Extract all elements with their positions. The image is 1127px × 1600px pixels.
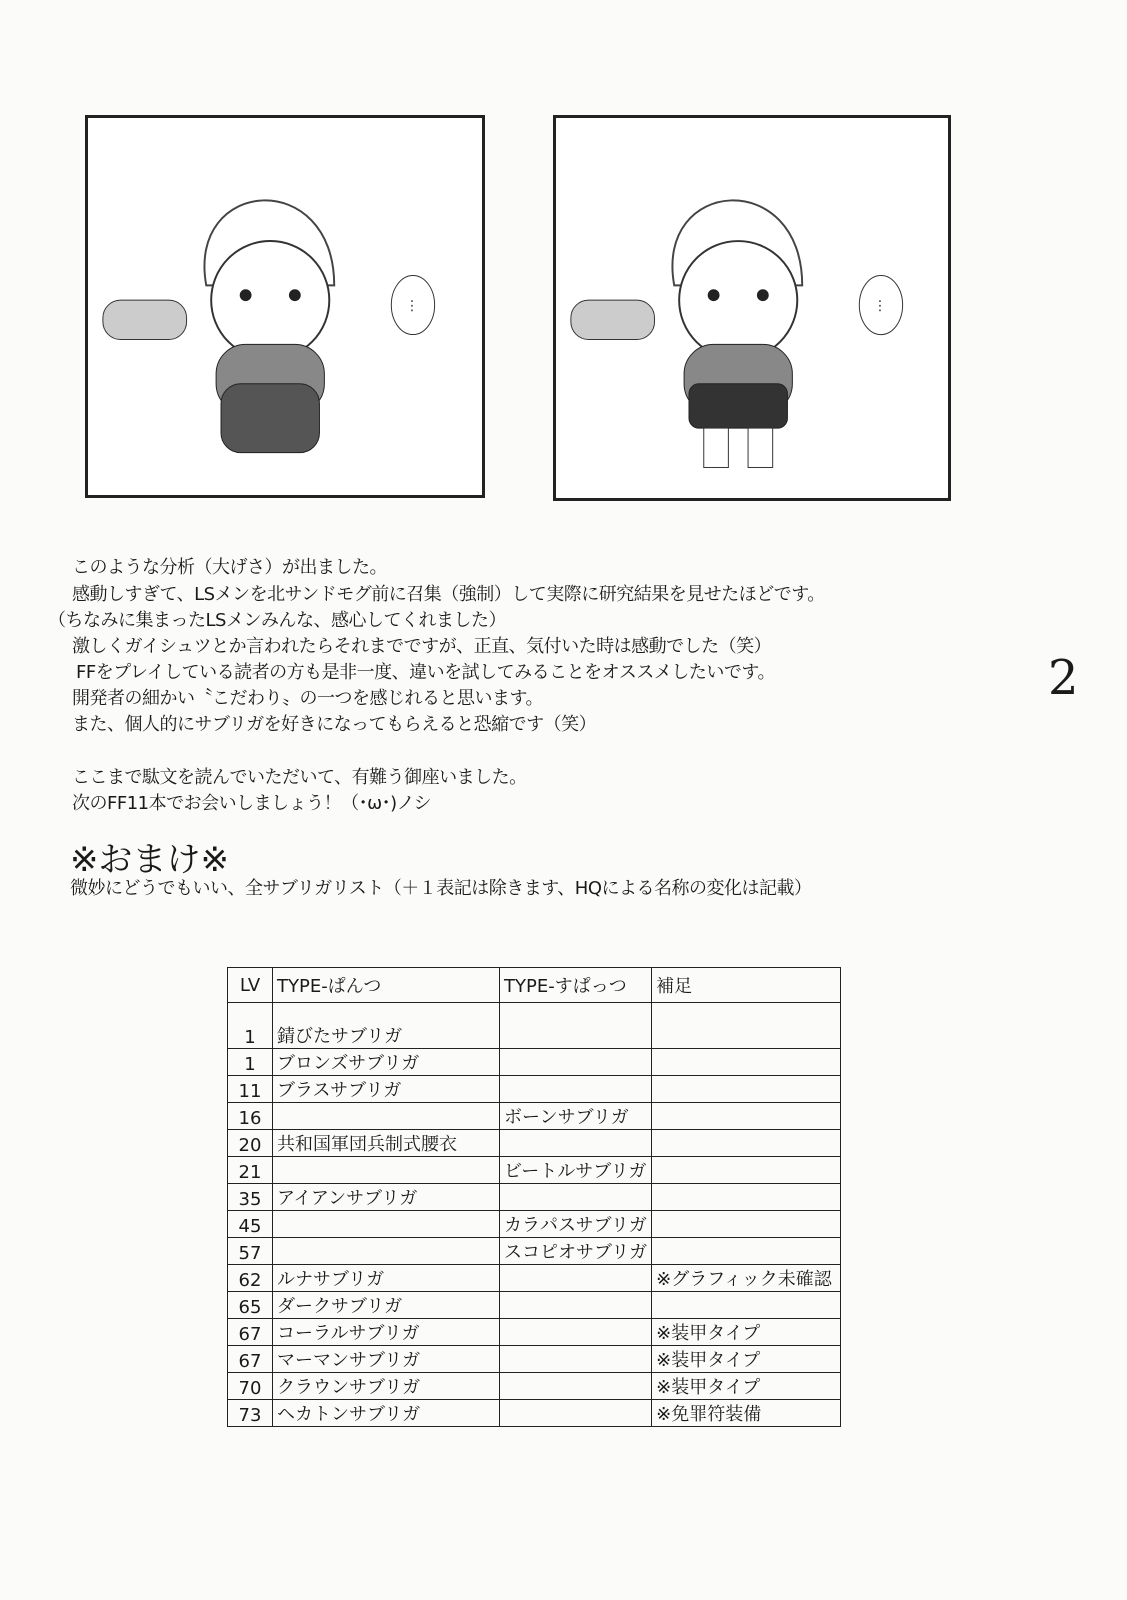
cell-notes [652, 1292, 841, 1319]
cell-lv: 73 [228, 1400, 273, 1427]
cell-lv: 11 [228, 1076, 273, 1103]
cell-notes: ※装甲タイプ [652, 1373, 841, 1400]
cell-type-spats [500, 1319, 652, 1346]
cell-notes [652, 1130, 841, 1157]
header-notes: 補足 [652, 968, 841, 1003]
cell-type-pants [273, 1103, 500, 1130]
svg-text:⋮: ⋮ [873, 297, 887, 314]
cell-lv: 45 [228, 1211, 273, 1238]
character-sketch-pants [88, 118, 482, 495]
cell-notes [652, 1211, 841, 1238]
cell-type-pants: クラウンサブリガ [273, 1373, 500, 1400]
table-row [228, 1292, 841, 1319]
cell-type-spats [500, 1184, 652, 1211]
illustration-panel-left [85, 115, 485, 498]
cell-lv: 16 [228, 1103, 273, 1130]
table-row [228, 1346, 841, 1373]
body-text-line: ここまで駄文を読んでいただいて、有難う御座いました。 [72, 767, 527, 788]
cell-type-pants: ブロンズサブリガ [273, 1049, 500, 1076]
cell-type-pants [273, 1238, 500, 1265]
body-text-line: このような分析（大げさ）が出ました。 [72, 557, 387, 578]
cell-lv: 1 [228, 1003, 273, 1049]
omake-heading: ※おまけ※ [70, 840, 229, 880]
cell-notes: ※装甲タイプ [652, 1319, 841, 1346]
table-row [228, 1003, 841, 1049]
cell-notes [652, 1157, 841, 1184]
cell-type-spats [500, 1373, 652, 1400]
header-type-spats: TYPE-すぱっつ [500, 968, 652, 1003]
body-text-line: 感動しすぎて、LSメンを北サンドモグ前に召集（強制）して実際に研究結果を見せたほどです。 [72, 584, 825, 605]
cell-notes: ※装甲タイプ [652, 1346, 841, 1373]
table-row [228, 1211, 841, 1238]
table-row [228, 1238, 841, 1265]
body-text-line: （ちなみに集まったLSメンみんな、感心してくれました） [48, 610, 506, 631]
body-text-line: 開発者の細かい〝こだわり〟の一つを感じれると思います。 [72, 688, 544, 709]
character-sketch-spats [556, 118, 948, 498]
cell-type-spats [500, 1076, 652, 1103]
cell-type-spats [500, 1400, 652, 1427]
cell-type-spats [500, 1265, 652, 1292]
header-type-pants: TYPE-ぱんつ [273, 968, 500, 1003]
svg-text:⋮: ⋮ [405, 297, 419, 314]
subligar-list-table [227, 967, 841, 1427]
cell-type-pants: ダークサブリガ [273, 1292, 500, 1319]
body-text-line: また、個人的にサブリガを好きになってもらえると恐縮です（笑） [72, 714, 597, 735]
cell-lv: 1 [228, 1049, 273, 1076]
cell-type-spats: ビートルサブリガ [500, 1157, 652, 1184]
cell-type-pants [273, 1157, 500, 1184]
cell-lv: 67 [228, 1346, 273, 1373]
table-row [228, 1400, 841, 1427]
cell-type-spats [500, 1346, 652, 1373]
table-row [228, 1130, 841, 1157]
cell-type-spats [500, 1292, 652, 1319]
cell-lv: 67 [228, 1319, 273, 1346]
cell-notes [652, 1049, 841, 1076]
cell-lv: 65 [228, 1292, 273, 1319]
cell-type-pants: 錆びたサブリガ [273, 1003, 500, 1049]
cell-type-spats [500, 1049, 652, 1076]
body-text-line: FFをプレイしている読者の方も是非一度、違いを試してみることをオススメしたいです。 [76, 662, 775, 683]
cell-type-pants: 共和国軍団兵制式腰衣 [273, 1130, 500, 1157]
table-row [228, 1049, 841, 1076]
cell-notes [652, 1238, 841, 1265]
body-text-line: 次のFF11本でお会いしましょう！（･ω･)ノシ [72, 793, 431, 814]
table-row [228, 1076, 841, 1103]
cell-type-spats [500, 1003, 652, 1049]
cell-type-pants: ヘカトンサブリガ [273, 1400, 500, 1427]
table-row [228, 1265, 841, 1292]
cell-notes [652, 1076, 841, 1103]
cell-type-pants: ルナサブリガ [273, 1265, 500, 1292]
cell-type-spats: カラパスサブリガ [500, 1211, 652, 1238]
cell-notes [652, 1184, 841, 1211]
page-number: 2 [1048, 650, 1079, 706]
cell-lv: 70 [228, 1373, 273, 1400]
table-row [228, 1184, 841, 1211]
table-row [228, 1319, 841, 1346]
cell-type-pants: コーラルサブリガ [273, 1319, 500, 1346]
cell-type-pants: アイアンサブリガ [273, 1184, 500, 1211]
body-text-line: 激しくガイシュツとか言われたらそれまでですが、正直、気付いた時は感動でした（笑） [72, 636, 772, 657]
cell-lv: 20 [228, 1130, 273, 1157]
table-row [228, 1157, 841, 1184]
omake-subtitle: 微妙にどうでもいい、全サブリガリスト（＋１表記は除きます、HQによる名称の変化は記載） [70, 878, 812, 899]
cell-type-spats: スコピオサブリガ [500, 1238, 652, 1265]
cell-type-pants: マーマンサブリガ [273, 1346, 500, 1373]
header-lv: LV [228, 968, 273, 1003]
table-row [228, 1103, 841, 1130]
cell-type-spats [500, 1130, 652, 1157]
table-header-row [228, 968, 841, 1003]
cell-notes: ※グラフィック未確認 [652, 1265, 841, 1292]
cell-notes [652, 1003, 841, 1049]
cell-type-pants [273, 1211, 500, 1238]
cell-lv: 21 [228, 1157, 273, 1184]
cell-lv: 62 [228, 1265, 273, 1292]
cell-notes: ※免罪符装備 [652, 1400, 841, 1427]
illustration-panel-right [553, 115, 951, 501]
cell-notes [652, 1103, 841, 1130]
cell-lv: 35 [228, 1184, 273, 1211]
cell-lv: 57 [228, 1238, 273, 1265]
cell-type-spats: ボーンサブリガ [500, 1103, 652, 1130]
table-row [228, 1373, 841, 1400]
cell-type-pants: ブラスサブリガ [273, 1076, 500, 1103]
